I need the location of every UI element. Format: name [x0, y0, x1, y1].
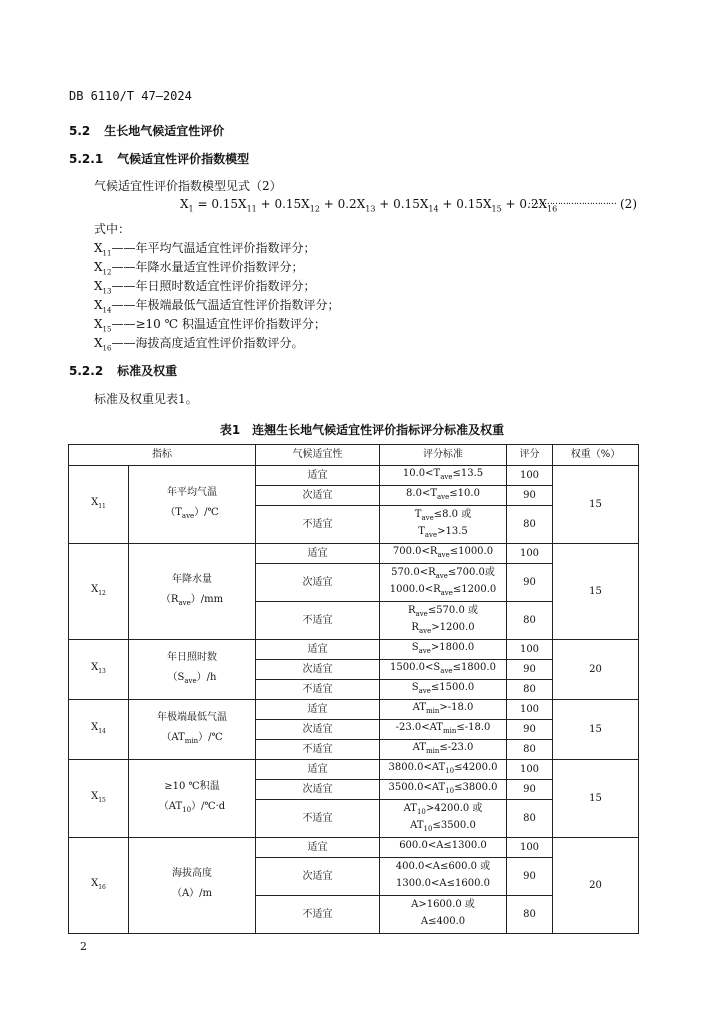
indicator-unit	[129, 800, 255, 817]
standard-text: >13.5	[437, 525, 468, 537]
definition-text: ——年日照时数适宜性评价指数评分；	[111, 279, 316, 293]
definition-sub: 12	[102, 268, 112, 277]
standard-text: AT	[403, 802, 417, 814]
standard-line	[380, 701, 506, 718]
indicator-name	[129, 838, 256, 934]
unit-text: ）/h	[196, 672, 217, 683]
standard-line	[380, 545, 506, 562]
standard-text: ≤10.0	[449, 488, 480, 499]
standard-text: 700.0<R	[392, 546, 438, 557]
weight: 15	[553, 466, 639, 544]
suitability-level: 不适宜	[256, 800, 380, 838]
definition-sub: 15	[102, 325, 112, 334]
standard-text: ≤1800.0	[452, 662, 496, 673]
standard-sub: 10	[445, 767, 455, 775]
code-letter: X	[91, 496, 99, 508]
weight: 15	[553, 760, 639, 838]
score: 80	[507, 740, 553, 760]
score: 90	[507, 780, 553, 800]
standard-sub: ave	[440, 667, 453, 675]
scoring-standard	[380, 640, 507, 660]
unit-text: ）/mm	[190, 594, 224, 605]
definition-text: ——年极端最低气温适宜性评价指数评分；	[111, 298, 340, 312]
scoring-standard	[380, 466, 507, 486]
standard-line	[380, 525, 506, 542]
code-sub: 12	[98, 589, 106, 597]
suitability-level: 次适宜	[256, 720, 380, 740]
section-5-2-1-heading	[69, 150, 249, 167]
standard-text: ≤1000.0	[449, 546, 494, 557]
unit-text: （A）/m	[171, 888, 213, 899]
standard-text: S	[411, 682, 419, 693]
indicator-unit	[129, 593, 255, 610]
definition-text: ——海拔高度适宜性评价指数评分。	[111, 336, 304, 350]
code-sub: 16	[98, 883, 106, 891]
score: 80	[507, 680, 553, 700]
unit-sub: ave	[184, 677, 197, 685]
definition-sub: 16	[102, 344, 112, 353]
standard-line	[380, 508, 506, 525]
indicator-title: 年平均气温	[167, 487, 217, 498]
indicator-name	[129, 544, 256, 640]
standard-text: T	[414, 508, 422, 520]
definition-item	[94, 277, 315, 295]
where-label: 式中：	[94, 222, 131, 236]
header-score: 评分	[507, 445, 553, 466]
standard-sub: min	[425, 707, 440, 715]
standard-text: ≤13.5	[452, 468, 484, 479]
header-suitability: 气候适宜性	[256, 445, 380, 466]
code-sub: 14	[98, 727, 106, 735]
suitability-level: 次适宜	[256, 486, 380, 506]
suitability-level: 次适宜	[256, 858, 380, 896]
standard-text: 600.0<A≤1300.0	[399, 840, 487, 851]
standard-line	[380, 898, 506, 915]
code-letter: X	[91, 877, 99, 889]
indicator-code	[69, 760, 129, 838]
standard-text: >-18.0	[439, 702, 474, 713]
scoring-standard	[380, 838, 507, 858]
standard-sub: min	[425, 747, 440, 755]
standard-line	[380, 487, 506, 504]
table-row	[69, 838, 639, 858]
standard-line	[380, 741, 506, 758]
standard-sub: ave	[418, 647, 431, 655]
suitability-level: 次适宜	[256, 564, 380, 602]
definition-text: ——年降水量适宜性评价指数评分；	[111, 260, 304, 274]
suitability-level: 不适宜	[256, 896, 380, 934]
definition-text: ——年平均气温适宜性评价指数评分；	[111, 241, 316, 255]
unit-text: （AT	[161, 732, 185, 743]
standard-text: ≤1200.0	[452, 583, 497, 595]
unit-text: ）/℃	[198, 732, 223, 743]
scoring-standard	[380, 486, 507, 506]
scoring-standard	[380, 780, 507, 800]
score: 80	[507, 602, 553, 640]
standard-sub: 10	[445, 787, 455, 795]
standard-text: ≤3500.0	[432, 819, 476, 831]
indicator-title: 海拔高度	[172, 868, 212, 879]
standard-line	[380, 583, 506, 600]
scoring-standard	[380, 506, 507, 544]
section-number: 5.2	[69, 124, 91, 138]
score: 80	[507, 896, 553, 934]
standard-text: ≤-18.0	[456, 722, 491, 733]
unit-text: （S	[167, 672, 185, 683]
standard-text: ≤8.0 或	[433, 508, 472, 520]
standard-text: 8.0<T	[406, 488, 437, 499]
suitability-level: 不适宜	[256, 740, 380, 760]
suitability-level: 不适宜	[256, 506, 380, 544]
unit-text: （AT	[158, 801, 183, 812]
standard-text: 3500.0<AT	[388, 782, 446, 793]
score: 90	[507, 564, 553, 602]
standard-text: R	[411, 621, 419, 633]
standard-line	[380, 604, 506, 621]
unit-text: ）/℃	[194, 507, 219, 518]
standard-text: >1200.0	[431, 621, 475, 633]
weight: 15	[553, 544, 639, 640]
standard-sub: min	[442, 727, 457, 735]
scoring-standard	[380, 602, 507, 640]
standard-text: 10.0<T	[402, 468, 441, 479]
standard-text: A≤400.0	[420, 915, 466, 927]
score: 90	[507, 858, 553, 896]
table-caption: 表1 连翘生长地气候适宜性评价指标评分标准及权重	[219, 423, 505, 437]
section-5-2-2-heading	[69, 362, 177, 379]
unit-text: （R	[160, 594, 179, 605]
section-number: 5.2.2	[69, 364, 104, 378]
standard-sub: ave	[418, 687, 431, 695]
standard-text: AT	[410, 819, 424, 831]
section-title: 气候适宜性评价指数模型	[117, 152, 250, 166]
table-row	[69, 760, 639, 780]
definition-text: ——≥10 ℃ 积温适宜性评价指数评分；	[111, 317, 326, 331]
standard-line	[380, 877, 506, 894]
unit-sub: 10	[182, 806, 192, 814]
score: 100	[507, 544, 553, 564]
unit-text: ）/℃·d	[191, 801, 226, 812]
code-sub: 11	[98, 502, 106, 510]
indicator-name	[129, 760, 256, 838]
definition-sub: 13	[102, 287, 112, 296]
definition-sub: 14	[102, 306, 112, 315]
suitability-level: 适宜	[256, 640, 380, 660]
section-number: 5.2.1	[69, 152, 104, 166]
weight: 20	[553, 838, 639, 934]
indicator-name	[129, 640, 256, 700]
indicator-title: 年降水量	[172, 574, 212, 585]
definition-var: X	[94, 279, 103, 293]
standard-text: ≤1500.0	[430, 682, 475, 693]
formula-number: (2)	[620, 197, 637, 211]
unit-sub: ave	[181, 512, 195, 520]
weight: 20	[553, 640, 639, 700]
standard-sub: 10	[423, 824, 433, 833]
standard-line	[380, 781, 506, 798]
standard-text: 570.0<R	[391, 566, 436, 578]
table-row	[69, 640, 639, 660]
indicator-unit	[129, 671, 255, 688]
standard-text: R	[408, 604, 416, 616]
table-row	[69, 700, 639, 720]
standard-text: 1300.0<A≤1600.0	[396, 877, 490, 889]
criteria-table	[68, 444, 639, 934]
definition-var: X	[94, 336, 103, 350]
standard-code: DB 6110/T 47—2024	[69, 89, 192, 103]
indicator-title: 年极端最低气温	[157, 712, 227, 723]
standard-line	[380, 641, 506, 658]
code-letter: X	[91, 721, 99, 733]
definition-item	[94, 334, 303, 352]
score: 100	[507, 838, 553, 858]
scoring-standard	[380, 858, 507, 896]
standard-sub: ave	[437, 493, 450, 501]
standard-sub: ave	[418, 626, 432, 635]
standard-text: >1800.0	[430, 642, 475, 653]
standard-line	[380, 467, 506, 484]
standard-sub: ave	[435, 571, 448, 580]
score: 80	[507, 506, 553, 544]
unit-sub: min	[184, 737, 199, 745]
indicator-code	[69, 640, 129, 700]
indicator-title: ≥10 ℃积温	[164, 781, 220, 792]
suitability-level: 不适宜	[256, 602, 380, 640]
score: 90	[507, 720, 553, 740]
suitability-level: 适宜	[256, 466, 380, 486]
formula-intro: 气候适宜性评价指数模型见式（2）	[94, 179, 282, 193]
code-sub: 13	[98, 667, 106, 675]
code-letter: X	[91, 790, 99, 802]
score: 100	[507, 466, 553, 486]
scoring-standard	[380, 680, 507, 700]
table-reference: 标准及权重见表1。	[94, 392, 198, 406]
standard-text: AT	[412, 702, 426, 713]
suitability-level: 适宜	[256, 760, 380, 780]
standard-sub: 10	[416, 807, 426, 816]
scoring-standard	[380, 660, 507, 680]
scoring-standard	[380, 740, 507, 760]
scoring-standard	[380, 700, 507, 720]
standard-sub: ave	[440, 588, 453, 597]
standard-text: S	[411, 642, 419, 653]
standard-line	[380, 721, 506, 738]
standard-line	[380, 819, 506, 836]
header-standard: 评分标准	[380, 445, 507, 466]
scoring-standard	[380, 720, 507, 740]
standard-text: T	[418, 525, 425, 537]
standard-line	[380, 661, 506, 678]
table-row	[69, 466, 639, 486]
standard-sub: ave	[421, 513, 434, 522]
standard-sub: ave	[424, 530, 438, 539]
standard-line	[380, 860, 506, 877]
code-letter: X	[91, 583, 99, 595]
scoring-standard	[380, 564, 507, 602]
standard-line	[380, 566, 506, 583]
scoring-standard	[380, 760, 507, 780]
standard-sub: ave	[437, 551, 450, 559]
definition-item	[94, 258, 303, 276]
indicator-unit	[129, 887, 255, 904]
indicator-name	[129, 700, 256, 760]
section-5-2-heading	[69, 122, 224, 139]
standard-text: ≤570.0 或	[427, 604, 478, 616]
formula-leader: ……………………………	[528, 197, 616, 207]
definition-item	[94, 296, 339, 314]
score: 100	[507, 700, 553, 720]
scoring-standard	[380, 896, 507, 934]
standard-line	[380, 621, 506, 638]
definition-item	[94, 315, 326, 333]
code-letter: X	[91, 661, 99, 673]
standard-text: >4200.0 或	[425, 802, 483, 814]
header-weight: 权重（%）	[553, 445, 639, 466]
standard-line	[380, 839, 506, 856]
standard-text: ≤700.0或	[447, 566, 495, 578]
suitability-level: 不适宜	[256, 680, 380, 700]
suitability-level: 适宜	[256, 544, 380, 564]
standard-line	[380, 915, 506, 932]
standard-line	[380, 681, 506, 698]
definition-var: X	[94, 260, 103, 274]
standard-line	[380, 802, 506, 819]
suitability-level: 次适宜	[256, 660, 380, 680]
standard-text: ≤4200.0	[454, 762, 498, 773]
unit-sub: ave	[178, 599, 191, 607]
indicator-unit	[129, 731, 255, 748]
standard-text: ≤3800.0	[454, 782, 498, 793]
formula: $X_1 = 0.15X_{11} + 0.15X_{12} + 0.2X_{13} + 0.15X_{14} + 0.15X_{15} + 0.2X_{16}$	[180, 197, 558, 214]
suitability-level: 适宜	[256, 700, 380, 720]
standard-text: 1000.0<R	[389, 583, 441, 595]
scoring-standard	[380, 544, 507, 564]
score: 90	[507, 486, 553, 506]
indicator-code	[69, 838, 129, 934]
standard-text: A>1600.0 或	[411, 898, 475, 910]
definition-item	[94, 239, 315, 257]
score: 100	[507, 760, 553, 780]
definition-var: X	[94, 241, 103, 255]
standard-text: ≤-23.0	[439, 742, 474, 753]
standard-sub: ave	[440, 473, 453, 481]
indicator-code	[69, 544, 129, 640]
definition-var: X	[94, 317, 103, 331]
section-title: 标准及权重	[117, 364, 178, 378]
standard-text: -23.0<AT	[395, 722, 443, 733]
score: 80	[507, 800, 553, 838]
weight: 15	[553, 700, 639, 760]
score: 100	[507, 640, 553, 660]
definition-sub: 11	[102, 249, 112, 258]
table-row	[69, 544, 639, 564]
standard-line	[380, 761, 506, 778]
standard-sub: ave	[415, 609, 428, 618]
unit-text: （T	[165, 507, 182, 518]
header-indicator: 指标	[69, 445, 256, 466]
indicator-unit	[129, 506, 255, 523]
standard-text: AT	[412, 742, 426, 753]
code-sub: 15	[98, 796, 106, 804]
section-title: 生长地气候适宜性评价	[104, 124, 225, 138]
suitability-level: 适宜	[256, 838, 380, 858]
standard-text: 3800.0<AT	[388, 762, 446, 773]
definition-var: X	[94, 298, 103, 312]
indicator-title: 年日照时数	[167, 652, 217, 663]
indicator-code	[69, 700, 129, 760]
suitability-level: 次适宜	[256, 780, 380, 800]
standard-text: 1500.0<S	[390, 662, 441, 673]
score: 90	[507, 660, 553, 680]
indicator-name	[129, 466, 256, 544]
page-number: 2	[80, 940, 87, 953]
scoring-standard	[380, 800, 507, 838]
standard-text: 400.0<A≤600.0 或	[395, 860, 491, 872]
indicator-code	[69, 466, 129, 544]
